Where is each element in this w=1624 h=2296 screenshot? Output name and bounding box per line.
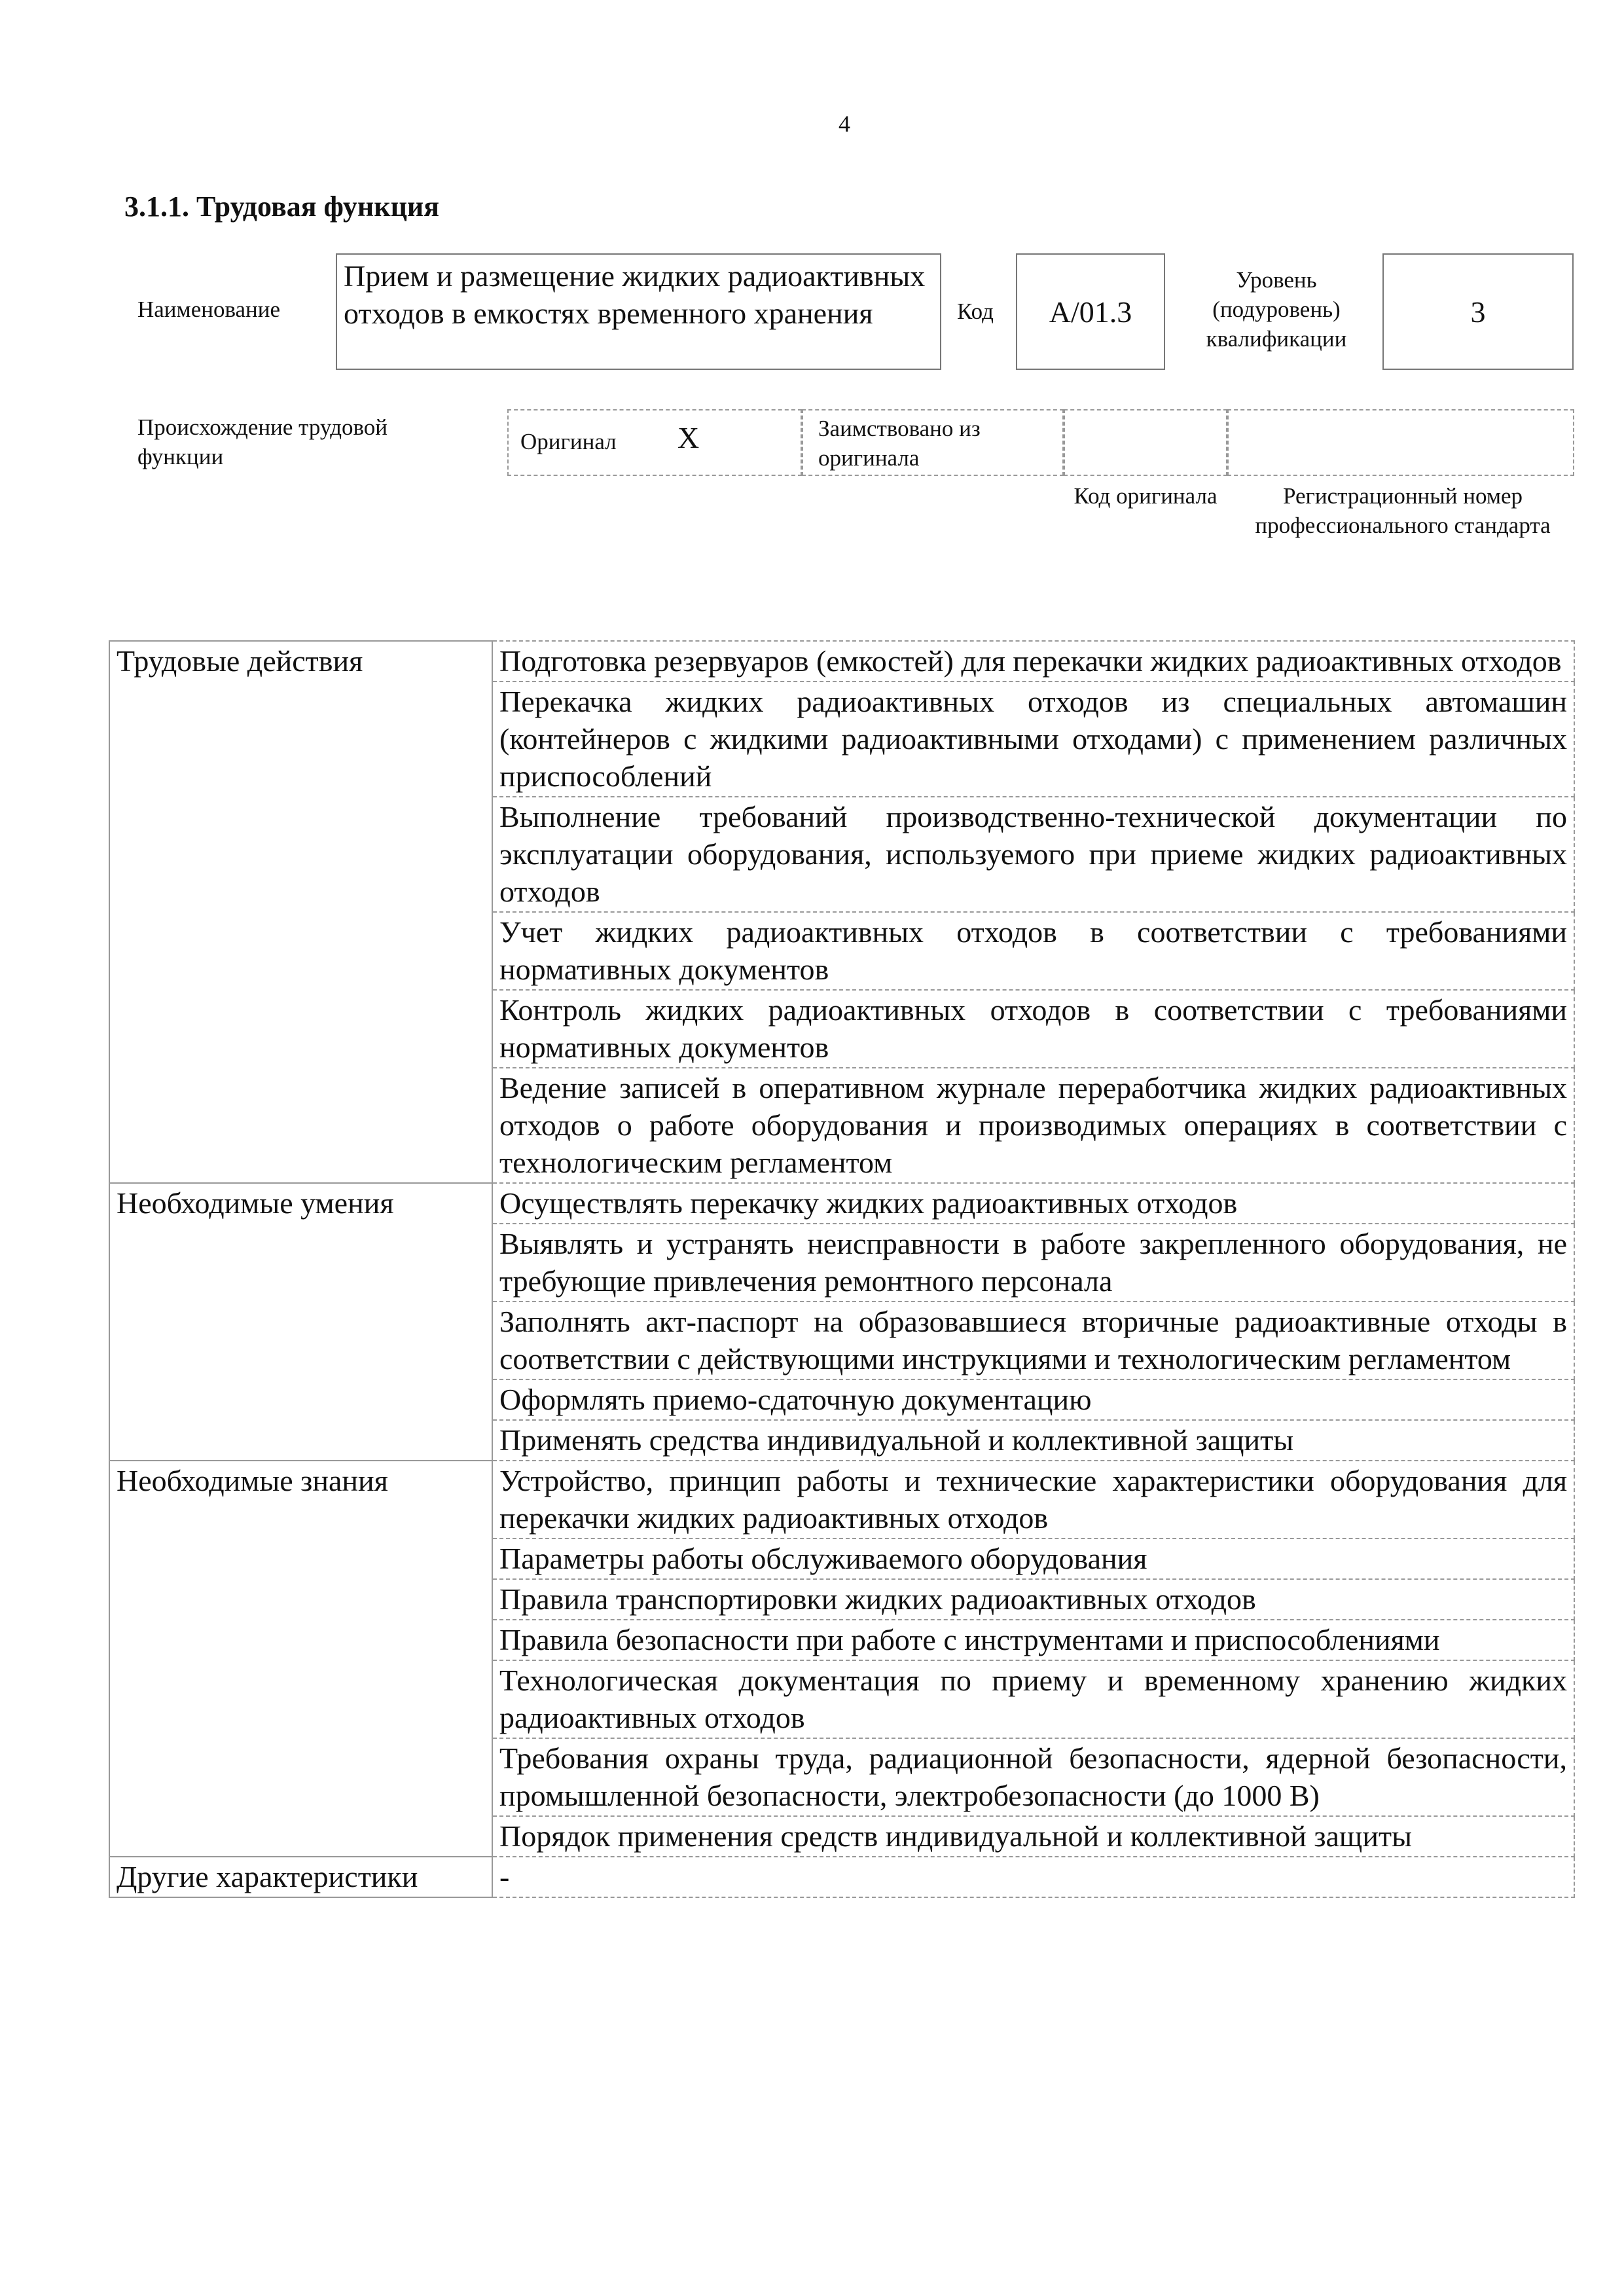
code-original-label: Код оригинала — [1074, 483, 1218, 509]
item-cell: Технологическая документация по приему и временному хранению жидких радиоактивных отходов — [492, 1660, 1574, 1738]
level-label: Уровень (подуровень) квалификации — [1206, 267, 1347, 352]
name-label: Наименование — [137, 297, 281, 322]
category-cell: Необходимые знания — [109, 1461, 492, 1857]
original-mark: X — [677, 421, 700, 454]
item-cell: Устройство, принцип работы и технические характеристики оборудования для перекачки жидких радиоактивных отходов — [492, 1461, 1574, 1539]
origin-code-cell — [1064, 409, 1227, 476]
item-cell: Подготовка резервуаров (емкостей) для перекачки жидких радиоактивных отходов — [492, 641, 1574, 682]
table-row — [109, 1183, 1574, 1224]
reg-number-label: Регистрационный номер профессионального стандарта — [1255, 483, 1551, 538]
item-cell: - — [492, 1857, 1574, 1897]
item-cell: Применять средства индивидуальной и коллективной защиты — [492, 1420, 1574, 1461]
name-value-box — [336, 253, 941, 370]
table-row — [109, 1857, 1574, 1897]
item-cell: Правила безопасности при работе с инструментами и приспособлениями — [492, 1620, 1574, 1660]
category-cell: Необходимые умения — [109, 1183, 492, 1461]
item-cell: Учет жидких радиоактивных отходов в соответствии с требованиями нормативных документов — [492, 912, 1574, 990]
item-cell: Правила транспортировки жидких радиоактивных отходов — [492, 1579, 1574, 1620]
section-title: 3.1.1. Трудовая функция — [124, 191, 440, 223]
code-value: A/01.3 — [1049, 295, 1132, 329]
origin-reg-number-cell — [1227, 409, 1574, 476]
table-row — [109, 641, 1574, 682]
item-cell: Требования охраны труда, радиационной безопасности, ядерной безопасности, промышленной безопасности, электробезопасности (до 1000 В) — [492, 1738, 1574, 1816]
category-cell: Другие характеристики — [109, 1857, 492, 1897]
borrowed-label: Заимствовано из оригинала — [818, 416, 981, 471]
origin-label: Происхождение трудовой функции — [137, 414, 388, 469]
page-number: 4 — [839, 111, 850, 137]
item-cell: Осуществлять перекачку жидких радиоактивных отходов — [492, 1183, 1574, 1224]
item-cell: Ведение записей в оперативном журнале переработчика жидких радиоактивных отходов о работе оборудования и производимых операциях в соответствии с технологическим регламентом — [492, 1068, 1574, 1183]
original-label: Оригинал — [520, 429, 617, 454]
labor-function-table — [109, 640, 1575, 1898]
table-row — [109, 1461, 1574, 1539]
category-cell: Трудовые действия — [109, 641, 492, 1183]
item-cell: Параметры работы обслуживаемого оборудования — [492, 1539, 1574, 1579]
code-label: Код — [957, 299, 994, 324]
item-cell: Порядок применения средств индивидуальной и коллективной защиты — [492, 1816, 1574, 1857]
level-value: 3 — [1470, 295, 1486, 329]
item-cell: Выполнение требований производственно-технической документации по эксплуатации оборудования, используемого при приеме жидких радиоактивных отходов — [492, 797, 1574, 912]
item-cell: Перекачка жидких радиоактивных отходов из специальных автомашин (контейнеров с жидкими радиоактивными отходами) с применением различных приспособлений — [492, 682, 1574, 797]
item-cell: Контроль жидких радиоактивных отходов в соответствии с требованиями нормативных документов — [492, 990, 1574, 1068]
code-value-box — [1016, 253, 1165, 370]
item-cell: Оформлять приемо-сдаточную документацию — [492, 1379, 1574, 1420]
item-cell: Выявлять и устранять неисправности в работе закрепленного оборудования, не требующие привлечения ремонтного персонала — [492, 1224, 1574, 1302]
name-value: Прием и размещение жидких радиоактивных отходов в емкостях временного хранения — [344, 259, 926, 330]
item-cell: Заполнять акт-паспорт на образовавшиеся вторичные радиоактивные отходы в соответствии с действующими инструкциями и технологическим регламентом — [492, 1302, 1574, 1379]
level-value-box — [1382, 253, 1574, 370]
